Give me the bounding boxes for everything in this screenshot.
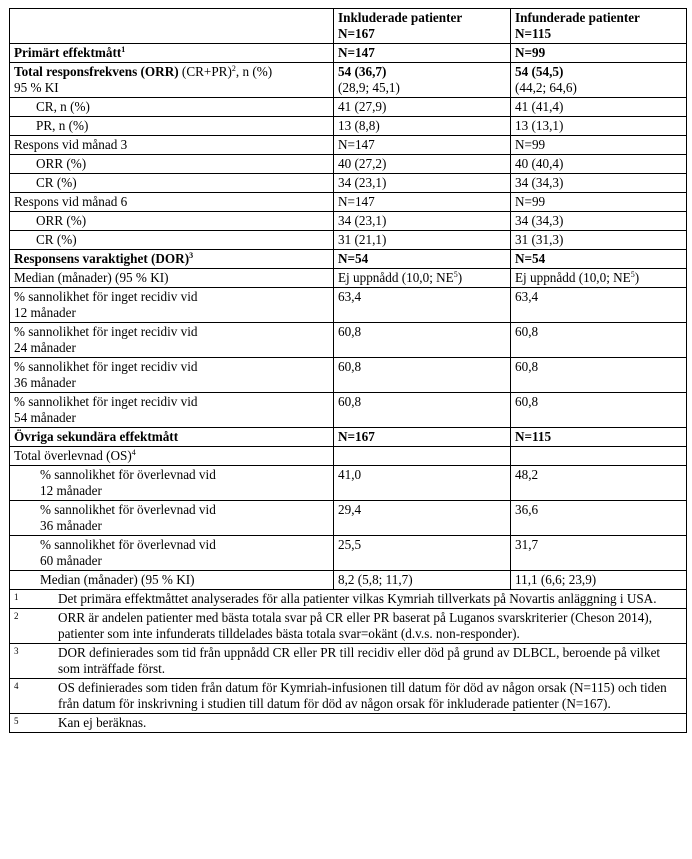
os-label: Total överlevnad (OS) — [14, 448, 132, 463]
row-col2: 40 (27,2) — [334, 155, 511, 174]
row-label: PR, n (%) — [10, 117, 334, 136]
row-col2: 34 (23,1) — [334, 174, 511, 193]
orr-col2-ci: (28,9; 45,1) — [338, 80, 400, 95]
efficacy-table — [9, 8, 687, 733]
os-median-col3: 11,1 (6,6; 23,9) — [511, 571, 687, 590]
secondary-col2: N=167 — [334, 428, 511, 447]
row-col2: 41,0 — [334, 466, 511, 501]
row-label: Respons vid månad 3 — [10, 136, 334, 155]
dor-median-col2-close: ) — [457, 270, 463, 285]
table-row — [10, 323, 687, 358]
table-row — [10, 501, 687, 536]
secondary-col3: N=115 — [511, 428, 687, 447]
row-col3: 60,8 — [511, 358, 687, 393]
row-label — [10, 536, 334, 571]
dor-row — [10, 250, 687, 269]
primary-row — [10, 44, 687, 63]
row-label — [10, 358, 334, 393]
table-row — [10, 288, 687, 323]
footnote-cell — [10, 714, 687, 733]
dor-col3: N=54 — [511, 250, 687, 269]
row-col3: 31 (31,3) — [511, 231, 687, 250]
footnote-number: 5 — [14, 716, 19, 726]
table-row — [10, 174, 687, 193]
footnote-number: 2 — [14, 611, 19, 621]
header-row — [10, 9, 687, 44]
row-col3: 60,8 — [511, 393, 687, 428]
row-label: Respons vid månad 6 — [10, 193, 334, 212]
row-col3: 34 (34,3) — [511, 174, 687, 193]
table-row — [10, 136, 687, 155]
header-empty-cell — [10, 9, 334, 44]
row-label — [10, 501, 334, 536]
footnote — [14, 610, 682, 642]
orr-label-tail: , n (%) — [235, 64, 273, 79]
dor-median-col3-value: Ej uppnådd (10,0; NE — [515, 270, 631, 285]
footnote-row — [10, 679, 687, 714]
footnote — [14, 680, 682, 712]
header-infused — [511, 9, 687, 44]
row-label: CR, n (%) — [10, 98, 334, 117]
row-col3: 36,6 — [511, 501, 687, 536]
footnote-row — [10, 714, 687, 733]
dor-label-cell — [10, 250, 334, 269]
row-col2: 60,8 — [334, 358, 511, 393]
footnote-text: OS definierades som tiden från datum för Kymriah-infusionen till datum för död av någon orsak (N=115) och tiden från datum för inskrivning i studien till datum för död av någon orsak för inkluderade patienter (N=167). — [58, 680, 667, 711]
row-col3: 31,7 — [511, 536, 687, 571]
row-col2: 25,5 — [334, 536, 511, 571]
os-row — [10, 447, 687, 466]
primary-col3: N=99 — [511, 44, 687, 63]
primary-sup: 1 — [121, 45, 126, 54]
row-label-line1: % sannolikhet för inget recidiv vid — [14, 359, 198, 374]
dor-median-col3 — [511, 269, 687, 288]
row-label-line1: % sannolikhet för inget recidiv vid — [14, 394, 198, 409]
row-col2: 60,8 — [334, 323, 511, 358]
os-col2-empty — [334, 447, 511, 466]
orr-label-rest: (CR+PR) — [178, 64, 232, 79]
row-label-line2: 24 månader — [14, 340, 76, 355]
row-col2: N=147 — [334, 136, 511, 155]
primary-col2: N=147 — [334, 44, 511, 63]
secondary-label: Övriga sekundära effektmått — [10, 428, 334, 447]
footnote-cell — [10, 590, 687, 609]
header-included-title: Inkluderade patienter — [338, 10, 463, 25]
row-col3: N=99 — [511, 193, 687, 212]
footnote-text: ORR är andelen patienter med bästa totala svar på CR eller PR baserat på Luganos svarskriterier (Cheson 2014), patienter som inte infunderats tilldelades bästa totala svar=okänt (d.v.s. non-responder). — [58, 610, 652, 641]
footnote-number: 4 — [14, 681, 19, 691]
orr-sup: 2 — [231, 64, 236, 73]
dor-median-col2-value: Ej uppnådd (10,0; NE — [338, 270, 454, 285]
table-row — [10, 193, 687, 212]
row-label-line2: 36 månader — [14, 375, 76, 390]
row-label — [10, 466, 334, 501]
footnote-text: DOR definierades som tid från uppnådd CR eller PR till recidiv eller död på grund av DLBCL, beroende på vilket som inträffade först. — [58, 645, 661, 676]
orr-col2-value: 54 (36,7) — [338, 64, 387, 79]
row-label-line1: % sannolikhet för inget recidiv vid — [14, 289, 198, 304]
row-col2: 13 (8,8) — [334, 117, 511, 136]
table-row — [10, 466, 687, 501]
row-col2: 31 (21,1) — [334, 231, 511, 250]
row-col3: 48,2 — [511, 466, 687, 501]
table-row — [10, 393, 687, 428]
footnote-text: Kan ej beräknas. — [58, 715, 147, 730]
footnote-number: 1 — [14, 592, 19, 602]
footnote — [14, 715, 682, 731]
header-infused-title: Infunderade patienter — [515, 10, 640, 25]
footnote — [14, 645, 682, 677]
row-col3: 34 (34,3) — [511, 212, 687, 231]
row-label: CR (%) — [10, 174, 334, 193]
row-label-line1: % sannolikhet för överlevnad vid — [40, 467, 216, 482]
row-col3: 13 (13,1) — [511, 117, 687, 136]
row-label: ORR (%) — [10, 212, 334, 231]
os-median-col2: 8,2 (5,8; 11,7) — [334, 571, 511, 590]
orr-label-cell — [10, 63, 334, 98]
footnote-cell — [10, 644, 687, 679]
row-col2: N=147 — [334, 193, 511, 212]
row-label-line2: 12 månader — [14, 305, 76, 320]
row-label: ORR (%) — [10, 155, 334, 174]
secondary-row — [10, 428, 687, 447]
orr-ki-label: 95 % KI — [14, 80, 59, 95]
os-label-cell — [10, 447, 334, 466]
dor-median-col2 — [334, 269, 511, 288]
row-col3: 63,4 — [511, 288, 687, 323]
table-row — [10, 536, 687, 571]
row-label-line1: % sannolikhet för överlevnad vid — [40, 537, 216, 552]
footnote-row — [10, 590, 687, 609]
row-label-line2: 36 månader — [40, 518, 102, 533]
row-col2: 29,4 — [334, 501, 511, 536]
dor-median-label: Median (månader) (95 % KI) — [10, 269, 334, 288]
row-label — [10, 393, 334, 428]
orr-col3-value: 54 (54,5) — [515, 64, 564, 79]
row-col2: 34 (23,1) — [334, 212, 511, 231]
row-col2: 60,8 — [334, 393, 511, 428]
row-col3: N=99 — [511, 136, 687, 155]
os-median-row — [10, 571, 687, 590]
footnote-text: Det primära effektmåttet analyserades för alla patienter vilkas Kymriah tillverkats på Novartis anläggning i USA. — [58, 591, 657, 606]
table-row — [10, 212, 687, 231]
row-label — [10, 323, 334, 358]
row-col3: 40 (40,4) — [511, 155, 687, 174]
os-col3-empty — [511, 447, 687, 466]
row-col2: 63,4 — [334, 288, 511, 323]
dor-median-row — [10, 269, 687, 288]
row-label-line1: % sannolikhet för överlevnad vid — [40, 502, 216, 517]
row-label-line1: % sannolikhet för inget recidiv vid — [14, 324, 198, 339]
footnote-number: 3 — [14, 646, 19, 656]
header-included-n: N=167 — [338, 26, 375, 41]
table-row — [10, 358, 687, 393]
footnote-row — [10, 609, 687, 644]
footnote-cell — [10, 609, 687, 644]
table-row — [10, 231, 687, 250]
header-included — [334, 9, 511, 44]
row-label: CR (%) — [10, 231, 334, 250]
row-label-line2: 12 månader — [40, 483, 102, 498]
table-row — [10, 98, 687, 117]
orr-col3-ci: (44,2; 64,6) — [515, 80, 577, 95]
primary-label-cell — [10, 44, 334, 63]
dor-label: Responsens varaktighet (DOR) — [14, 251, 190, 266]
table-row — [10, 117, 687, 136]
orr-label-bold: Total responsfrekvens (ORR) — [14, 64, 179, 79]
orr-col2 — [334, 63, 511, 98]
header-infused-n: N=115 — [515, 26, 552, 41]
footnote — [14, 591, 682, 607]
dor-col2: N=54 — [334, 250, 511, 269]
dor-sup: 3 — [189, 251, 194, 260]
row-col2: 41 (27,9) — [334, 98, 511, 117]
primary-label: Primärt effektmått — [14, 45, 122, 60]
dor-median-col2-sup: 5 — [453, 270, 458, 279]
dor-median-col3-sup: 5 — [630, 270, 635, 279]
dor-median-col3-close: ) — [634, 270, 640, 285]
orr-col3 — [511, 63, 687, 98]
row-col3: 41 (41,4) — [511, 98, 687, 117]
table-row — [10, 155, 687, 174]
orr-row — [10, 63, 687, 98]
os-median-label: Median (månader) (95 % KI) — [10, 571, 334, 590]
footnote-cell — [10, 679, 687, 714]
row-col3: 60,8 — [511, 323, 687, 358]
os-sup: 4 — [131, 448, 136, 457]
footnote-row — [10, 644, 687, 679]
row-label-line2: 54 månader — [14, 410, 76, 425]
row-label — [10, 288, 334, 323]
row-label-line2: 60 månader — [40, 553, 102, 568]
